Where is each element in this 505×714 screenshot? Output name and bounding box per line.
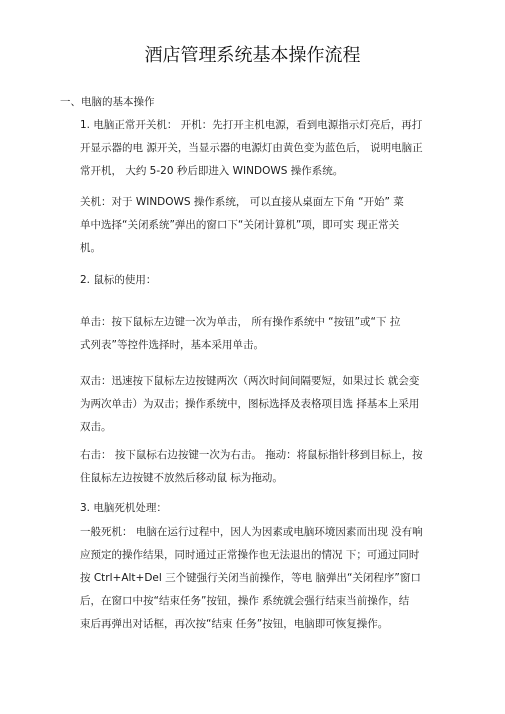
paragraph-line: 机。 bbox=[80, 242, 101, 254]
shutdown-paragraph bbox=[80, 191, 435, 260]
double-click-paragraph bbox=[80, 370, 435, 439]
paragraph-line: 关机：对于 WINDOWS 操作系统， 可以直接从桌面左下角 “开始” 菜 bbox=[80, 196, 404, 208]
paragraph-line: 单中选择“关闭系统”弹出的窗口下“关闭计算机”项，即可实 现正常关 bbox=[80, 219, 400, 231]
crash-paragraph bbox=[80, 521, 435, 636]
paragraph-line: 双击。 bbox=[80, 421, 112, 433]
crash-handling-heading: 3. 电脑死机处理： bbox=[80, 502, 167, 514]
document-title: 酒店管理系统基本操作流程 bbox=[144, 45, 361, 66]
paragraph-line: 常开机， 大约 5-20 秒后即进入 WINDOWS 操作系统。 bbox=[80, 165, 344, 177]
paragraph-line: 式列表”等控件选择时，基本采用单击。 bbox=[80, 339, 264, 351]
paragraph-line: 为两次单击）为双击；操作系统中，图标选择及表格项目选 择基本上采用 bbox=[80, 398, 420, 410]
click-paragraph bbox=[80, 311, 435, 357]
startup-paragraph bbox=[80, 114, 435, 183]
mouse-usage-heading: 2. 鼠标的使用： bbox=[80, 274, 157, 286]
paragraph-line: 1. 电脑正常开关机： 开机：先打开主机电源，看到电源指示灯亮后，再打 bbox=[80, 119, 423, 131]
paragraph-line: 右击： 按下鼠标右边按键一次为右击。 拖动：将鼠标指针移到目标上，按 bbox=[80, 449, 423, 461]
paragraph-line: 单击：按下鼠标左边键一次为单击， 所有操作系统中 “按钮”或“下 拉 bbox=[80, 316, 401, 328]
paragraph-line: 一般死机： 电脑在运行过程中，因人为因素或电脑环境因素而出现 没有响 bbox=[80, 526, 423, 538]
paragraph-line: 束后再弹出对话框，再次按“结束 任务”按钮，电脑即可恢复操作。 bbox=[80, 618, 389, 630]
paragraph-line: 开显示器的电 源开关，当显示器的电源灯由黄色变为蓝色后， 说明电脑正 bbox=[80, 142, 423, 154]
paragraph-line: 后，在窗口中按“结束任务”按钮，操作 系统就会强行结束当前操作，结 bbox=[80, 595, 410, 607]
paragraph-line: 住鼠标左边按键不放然后移动鼠 标为拖动。 bbox=[80, 472, 283, 484]
paragraph-line: 按 Ctrl+Alt+Del 三个键强行关闭当前操作，等电 脑弹出“关闭程序”窗口 bbox=[80, 572, 421, 584]
section-heading: 一、电脑的基本操作 bbox=[60, 96, 155, 108]
paragraph-line: 应预定的操作结果，同时通过正常操作也无法退出的情况 下；可通过同时 bbox=[80, 549, 420, 561]
right-click-paragraph bbox=[80, 444, 435, 490]
paragraph-line: 双击：迅速按下鼠标左边按键两次（两次时间间隔要短，如果过长 就会变 bbox=[80, 375, 420, 387]
